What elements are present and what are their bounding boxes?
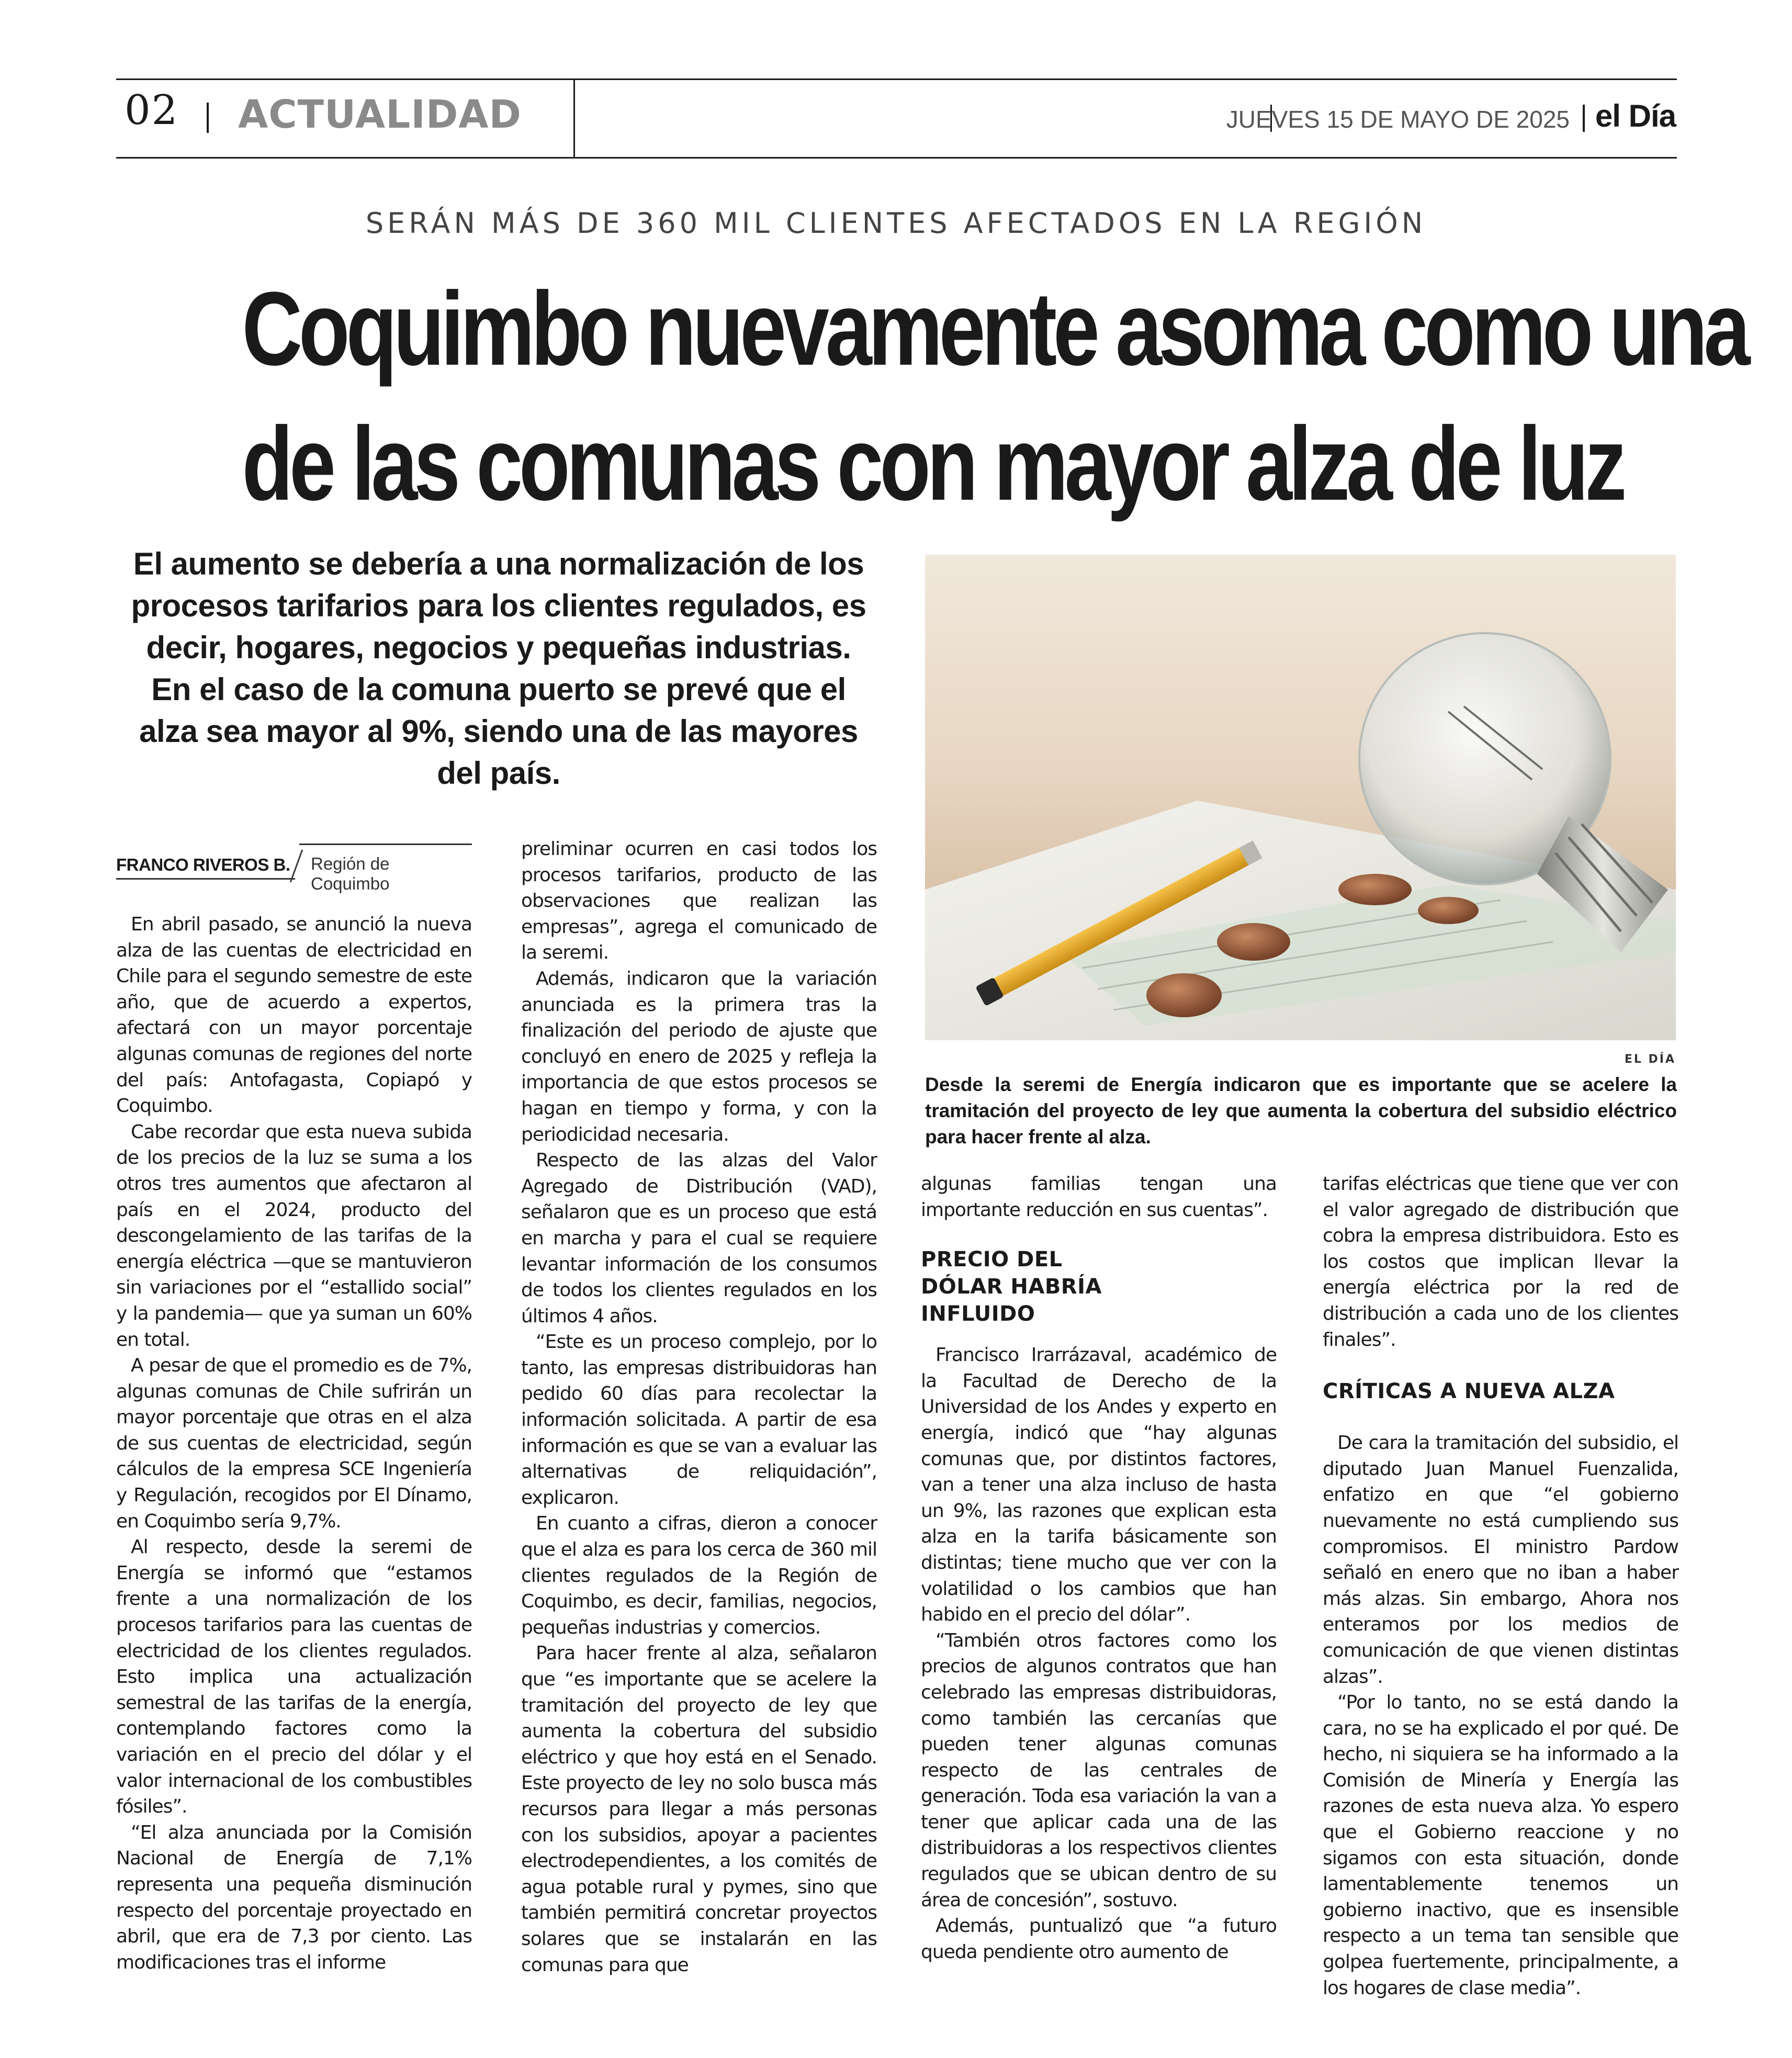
paragraph: “También otros factores como los precios de algunos contratos que han celebrado las empresas distribuidoras, como también las cercanías que pueden tener algunas comunas respecto de las centrales de generación. Toda esa variación la van a tener que aplicar cada una de las distribuidoras a los respectivos clientes regulados que se ubican dentro de su área de concesión”, sostuvo. [921, 1629, 1277, 1911]
byline-rule-bottom [116, 878, 295, 880]
article-column-3 [921, 1171, 1277, 1965]
paragraph: Francisco Irarrázaval, académico de la Facultad de Derecho de la Universidad de los Andes y experto en energía, indicó que “hay algunas comunas que, por distintos factores, van a tener una alza incluso de hasta un 9%, las razones que explican esta alza en la tarifa básicamente son distintas; tiene mucho que ver con la volatilidad o los cambios que han habido en el precio del dólar”. [921, 1344, 1277, 1626]
date-separator-right [1583, 105, 1585, 132]
paragraph: De cara la tramitación del subsidio, el diputado Juan Manuel Fuenzalida, enfatizo en que “el gobierno nuevamente no está cumpliendo sus compromisos. El ministro Pardow señaló en enero que no iban a haber más alzas. Sin embargo, Ahora nos enteramos por los medios de comunicación de que vienen distintas alzas”. [1323, 1432, 1678, 1688]
page-number-separator [207, 103, 209, 133]
paragraph: “Por lo tanto, no se está dando la cara, no se ha explicado el por qué. De hecho, ni siquiera se ha informado a la Comisión de Minería y Energía las razones de esta nueva alza. Yo espero que el Gobierno reaccione y no sigamos con esta situación, donde lamentablemente tenemos un gobierno inactivo, que es insensible respecto a un tema tan sensible que golpea fuertemente, principalmente, a los hogares de clase media”. [1323, 1692, 1678, 1999]
byline-region: Región de Coquimbo [311, 854, 390, 893]
masthead-logo: el Día [1595, 98, 1676, 133]
byline-author: FRANCO RIVEROS B. [116, 855, 290, 874]
paragraph: tarifas eléctricas que tiene que ver con el valor agregado de distribución que cobra la empresa distribuidora. Esto es los costos que implican llevar la energía eléctrica por la red de distribución a cada uno de los clientes finales”. [1323, 1173, 1678, 1351]
header-top-rule [116, 78, 1677, 80]
article-photo [925, 555, 1676, 1040]
paragraph: En abril pasado, se anunció la nueva alza de las cuentas de electricidad en Chile para el segundo semestre de este año, que de acuerdo a expertos, afectará con un mayor porcentaje algunas comunas de regiones del norte del país: Antofagasta, Copiapó y Coquimbo. [116, 914, 472, 1117]
byline-rule-top [299, 844, 472, 845]
paragraph: Además, indicaron que la variación anunciada es la primera tras la finalización del periodo de ajuste que concluyó en enero de 2025 y refleja la importancia de que estos procesos se hagan en tiempo y forma, y con la periodicidad necesaria. [521, 968, 877, 1145]
photo-caption: Desde la seremi de Energía indicaron que es importante que se acelere la tramitación del proyecto de ley que aumenta la cobertura del subsidio eléctrico para hacer frente al alza. [925, 1074, 1677, 1148]
article-column-1 [116, 912, 472, 1975]
article-column-2 [521, 836, 877, 1978]
photo-credit: EL DÍA [1624, 1053, 1676, 1066]
paragraph: “Este es un proceso complejo, por lo tanto, las empresas distribuidoras han pedido 60 días para recolectar la información solicitada. A partir de esa información es que se van a evaluar las alternativas de reliquidación”, explicaron. [521, 1331, 877, 1509]
paragraph: Respecto de las alzas del Valor Agregado de Distribución (VAD), señalaron que es un proceso que está en marcha y para el cual se requiere levantar información de los consumos de todos los clientes regulados en los últimos 4 años. [521, 1150, 877, 1327]
kicker: SERÁN MÁS DE 360 MIL CLIENTES AFECTADOS EN LA REGIÓN [365, 207, 1427, 240]
page-number: 02 [125, 87, 179, 134]
headline [242, 262, 1747, 532]
headline-line-2: de las comunas con mayor alza de luz [242, 406, 1624, 522]
paragraph: preliminar ocurren en casi todos los procesos tarifarios, producto de las observaciones que realizan las empresas”, agrega el comunicado de la seremi. [521, 838, 877, 964]
section-name: ACTUALIDAD [238, 92, 522, 137]
headline-line-1: Coquimbo nuevamente asoma como una [242, 271, 1747, 387]
lead-paragraph: El aumento se debería a una normalización de los procesos tarifarios para los clientes regulados, es decir, hogares, negocios y pequeñas industrias. En el caso de la comuna puerto se prevé que el alza sea mayor al 9%, siendo una de las mayores del país. [131, 546, 866, 791]
article-column-4 [1323, 1171, 1678, 2001]
paragraph: Cabe recordar que esta nueva subida de los precios de la luz se suma a los otros tres aumentos que afectaron al país en el 2024, producto del descongelamiento de las tarifas de la energía eléctrica —que se mantuvieron sin variaciones por el “estallido social” y la pandemia— que ya suman un 60% en total. [116, 1121, 472, 1351]
issue-date: JUEVES 15 DE MAYO DE 2025 [1226, 106, 1570, 133]
paragraph: algunas familias tengan una importante reducción en sus cuentas”. [921, 1173, 1277, 1221]
byline-separator [290, 850, 303, 882]
paragraph: Además, puntualizó que “a futuro queda pendiente otro aumento de [921, 1915, 1277, 1963]
lightbulb-coins-photo [925, 555, 1676, 1040]
paragraph: Para hacer frente al alza, señalaron que “es importante que se acelere la tramitación del proyecto de ley que aumenta la cobertura del subsidio eléctrico y que hoy está en el Senado. Este proyecto de ley no solo busca más recursos para llegar a más personas con los subsidios, apoyar a pacientes electrodependientes, a los comités de agua potable rural y pymes, sino que también permitirá concretar proyectos solares que se instalarán en las comunas para que [521, 1643, 877, 1976]
paragraph: En cuanto a cifras, dieron a conocer que el alza es para los cerca de 360 mil clientes regulados de la Región de Coquimbo, es decir, familias, negocios, pequeñas industrias y comercios. [521, 1513, 877, 1638]
paragraph: Al respecto, desde la seremi de Energía se informó que “estamos frente a una normalización de los procesos tarifarios para las cuentas de electricidad de los clientes regulados. Esto implica una actualización semestral de las tarifas de la energía, contemplando factores como la variación en el precio del dólar y el valor internacional de los combustibles fósiles”. [116, 1536, 472, 1818]
header-bottom-rule [116, 157, 1677, 159]
header-divider-left [573, 78, 575, 159]
paragraph: “El alza anunciada por la Comisión Nacional de Energía de 7,1% representa una pequeña disminución respecto del porcentaje proyectado en abril, que era de 7,3 por ciento. Las modificaciones tras el informe [116, 1821, 472, 1973]
paragraph: A pesar de que el promedio es de 7%, algunas comunas de Chile sufrirán un mayor porcentaje que otras en el alza de sus cuentas de electricidad, según cálculos de la empresa SCE Ingeniería y Regulación, recogidos por El Dínamo, en Coquimbo sería 9,7%. [116, 1355, 472, 1532]
subheading-dolar: PRECIO DEL DÓLAR HABRÍA INFLUIDO [921, 1247, 1102, 1326]
subheading-criticas: CRÍTICAS A NUEVA ALZA [1323, 1379, 1615, 1404]
byline [116, 844, 472, 893]
